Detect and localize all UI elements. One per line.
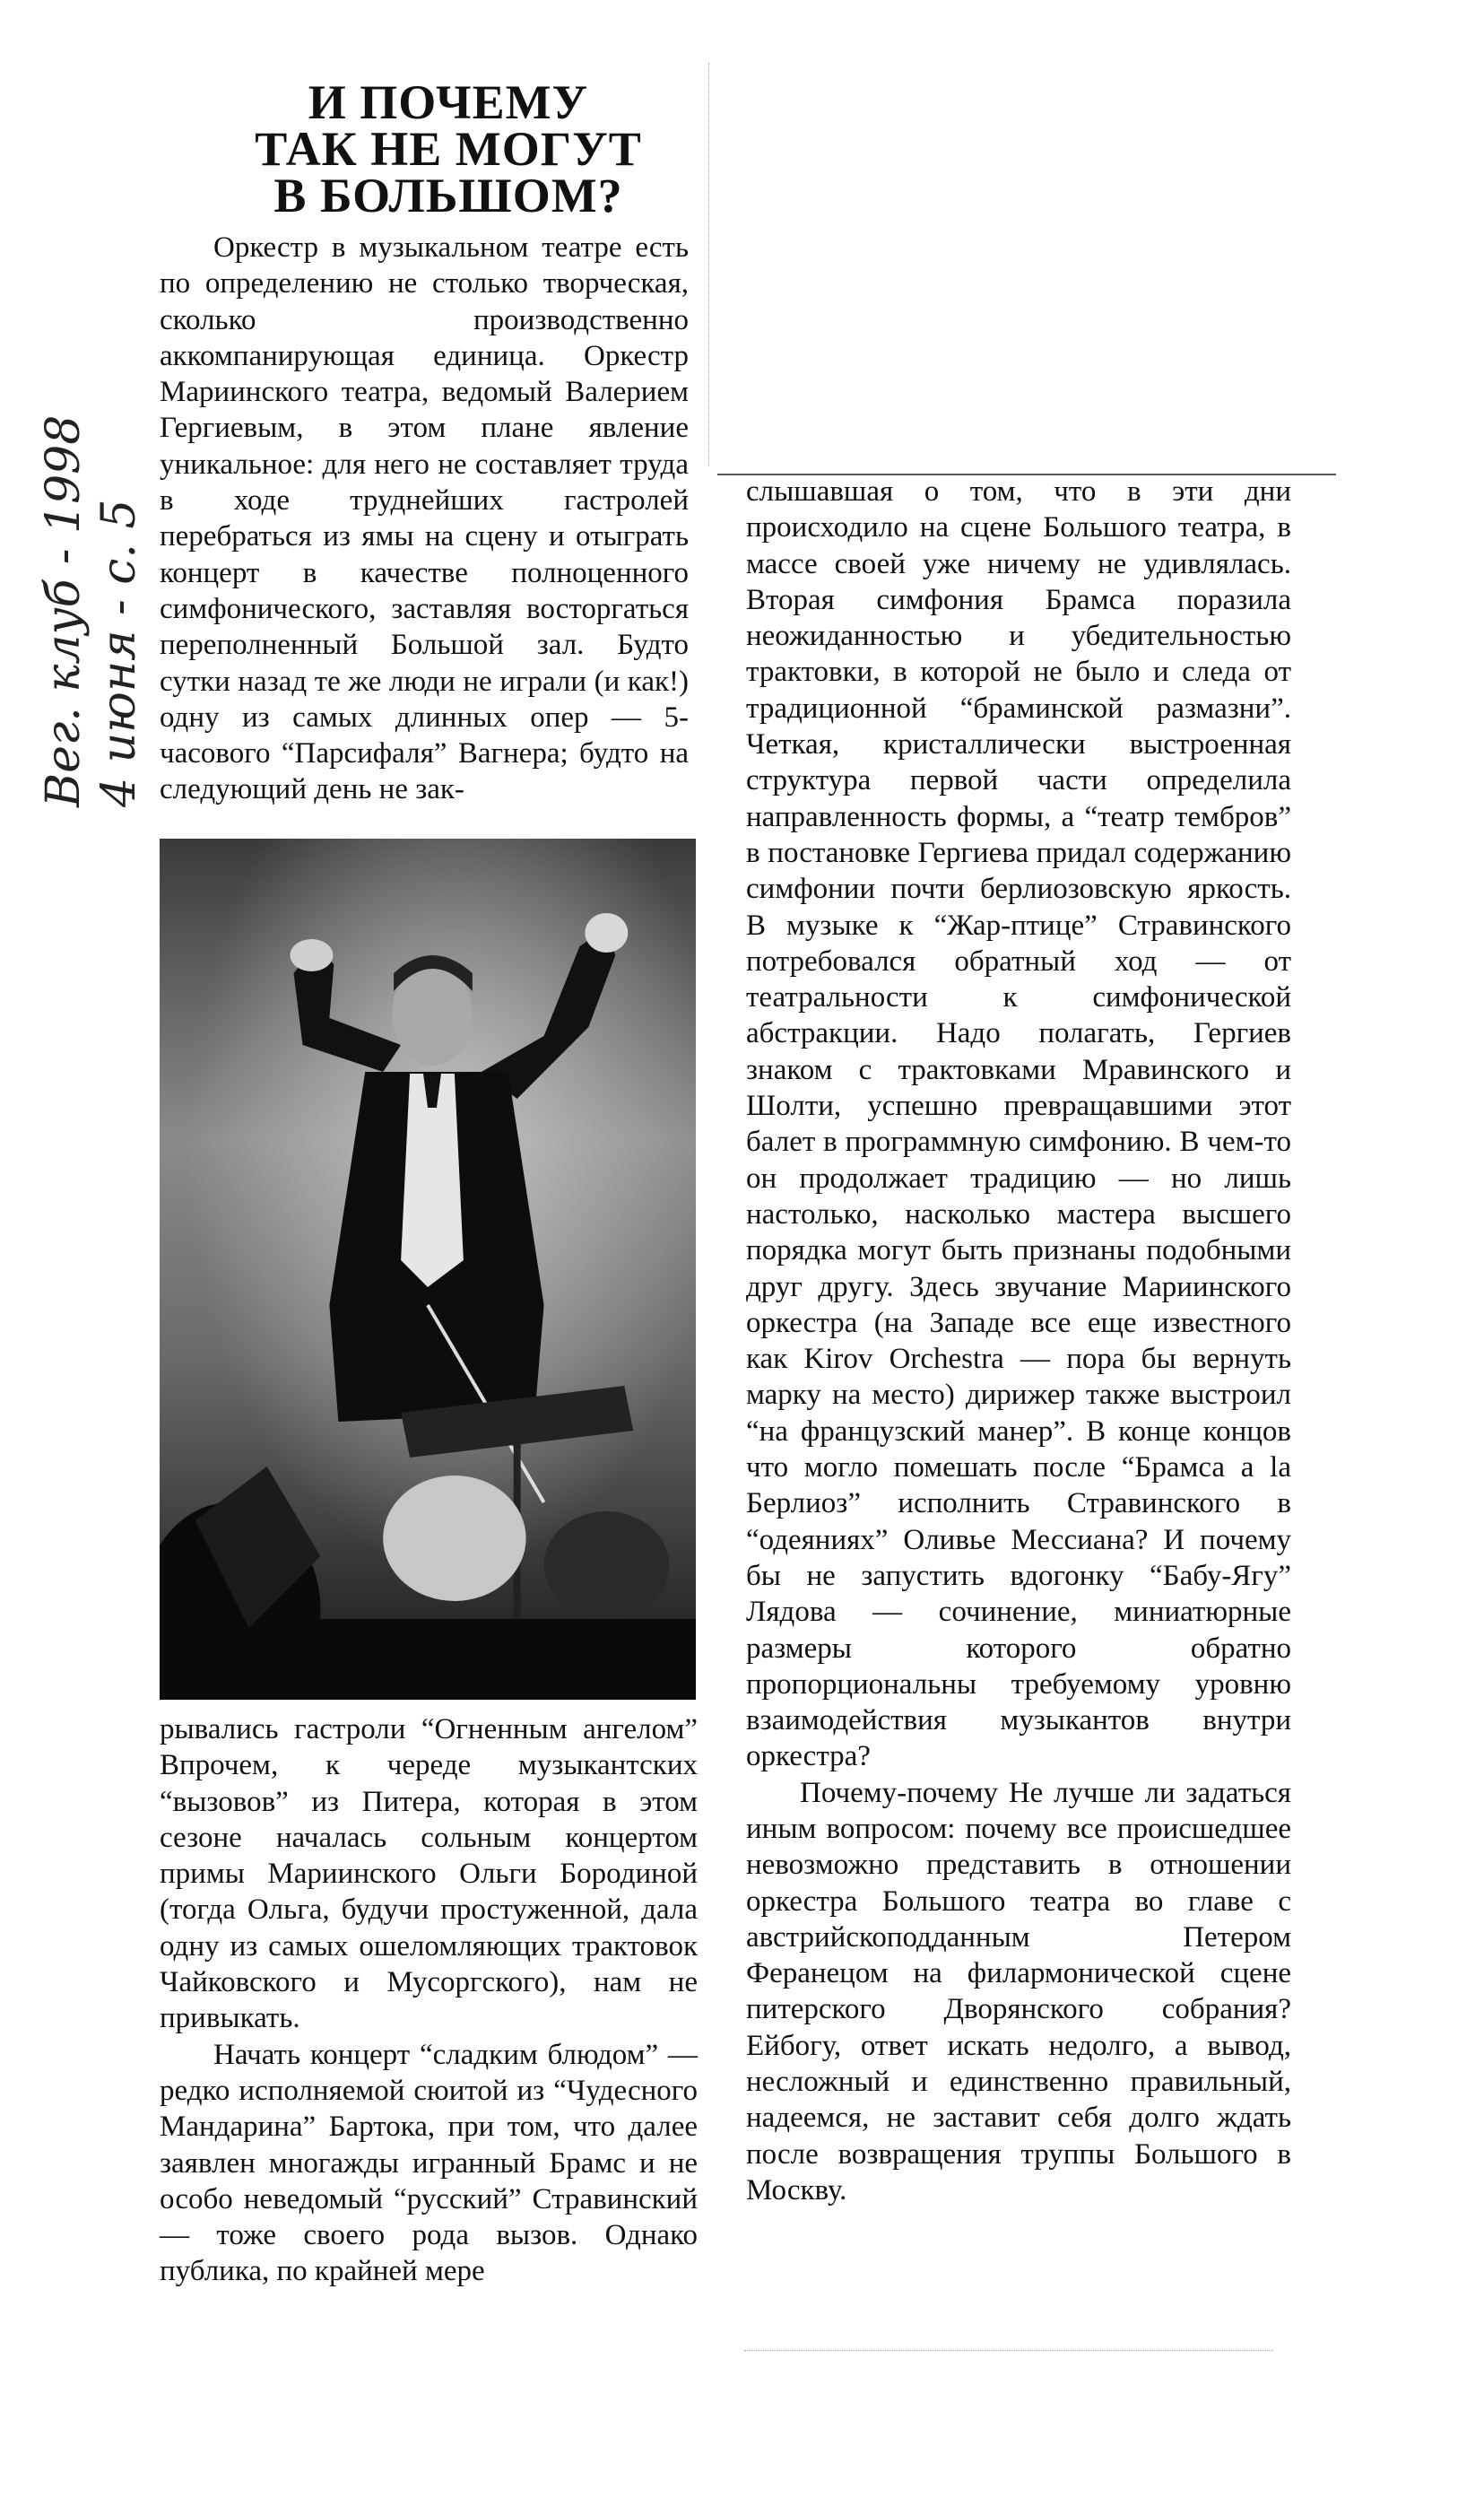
- headline: [179, 75, 717, 222]
- handwritten-note: [36, 415, 147, 807]
- handwritten-line-1: Вег. клуб - 1998: [37, 414, 91, 807]
- handwritten-line-2: 4 июня - с. 5: [92, 499, 146, 807]
- headline-line-1: И ПОЧЕМУ: [308, 75, 589, 129]
- article-column-right: [746, 474, 1291, 2208]
- paragraph: Оркестр в музыкальном театре есть по определению не столько творческая, сколько производственно аккомпанирующая единица. Оркестр Мариинского театра, ведомый Валерием Гергиевым, в этом плане явление уникальное: для него не составляет труда в ходе труднейших гастролей перебраться из ямы на сцену и отыграть концерт в качестве полноценного симфонического, заставляя восторгаться переполненный Большой зал. Будто сутки назад те же люди не играли (и как!) одну из самых длинных опер — 5-часового “Парсифаля” Вагнера; будто на следующий день не зак-: [160, 231, 689, 806]
- dotted-divider: [708, 63, 711, 466]
- article-column-continued: [160, 1711, 698, 2290]
- article-column-intro: [160, 230, 689, 808]
- paragraph: Почему-почему Не лучше ли задаться иным вопросом: почему все происшедшее невозможно представить в отношении оркестра Большого театра во главе с австрийскоподданным Петером Феранецом на филармонической сцене питерского Дворянского собрания? Ейбогу, ответ искать недолго, а вывод, несложный и единственно правильный, надеемся, не заставит себя долго ждать после возвращения труппы Большого в Москву.: [746, 1776, 1291, 2206]
- paragraph: Начать концерт “сладким блюдом” — редко исполняемой сюитой из “Чудесного Мандарина” Бартока, при том, что далее заявлен многажды игранный Брамс и не особо неведомый “русский” Стравинский — тоже своего рода вызов. Однако публика, по крайней мере: [160, 2038, 698, 2288]
- headline-line-2: ТАК НЕ МОГУТ: [255, 122, 642, 176]
- paragraph: рывались гастроли “Огненным ангелом” Впрочем, к череде музыкантских “вызовов” из Питера, которая в этом сезоне началась сольным концертом примы Мариинского Ольги Бородиной (тогда Ольга, будучи простуженной, дала одну из самых ошеломляющих трактовок Чайковского и Мусоргского), нам не привыкать.: [160, 1713, 698, 2035]
- headline-line-3: В БОЛЬШОМ?: [273, 169, 623, 222]
- paragraph: слышавшая о том, что в эти дни происходило на сцене Большого театра, в массе своей уже ничему не удивлялась. Вторая симфония Брамса поразила неожиданностью и убедительностью трактовки, в которой не было и следа от традиционной “браминской размазни”. Четкая, кристаллически выстроенная структура первой части определила направленность формы, а “театр тембров” в постановке Гергиева придал содержанию симфонии почти берлиозовскую яркость. В музыке к “Жар-птице” Стравинского потребовался обратный ход — от театральности к симфонической абстракции. Надо полагать, Гергиев знаком с трактовками Мравинского и Шолти, успешно превращавшими этот балет в программную симфонию. В чем-то он продолжает традицию — но лишь настолько, насколько мастера высшего порядка могут быть признаны подобными друг другу. Здесь звучание Мариинского оркестра (на Западе все еще известного как Kirov Orchestra — пора бы вернуть марку на место) дирижер также выстроил “на французский манер”. В конце концов что могло помешать после “Брамса а la Берлиоз” исполнить Стравинского в “одеяниях” Оливье Мессиана? И почему бы не запустить вдогонку “Бабу-Ягу” Лядова — сочинение, миниатюрные размеры которого обратно пропорциональны требуемому уровню взаимодействия музыкантов внутри оркестра?: [746, 475, 1291, 1773]
- conductor-photo-image: [160, 839, 696, 1700]
- dotted-divider: [744, 2350, 1273, 2351]
- conductor-photo: [160, 839, 696, 1700]
